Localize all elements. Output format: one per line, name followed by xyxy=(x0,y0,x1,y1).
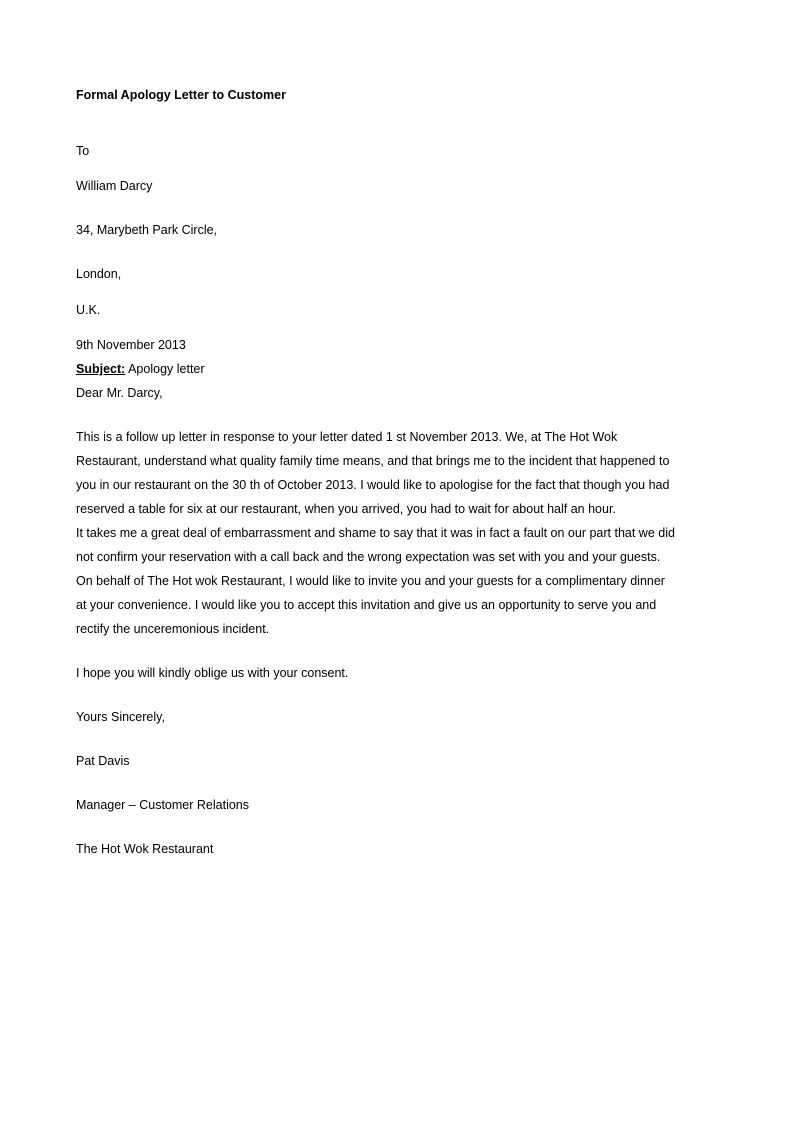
body-line: This is a follow up letter in response to your letter dated 1 st November 2013. We, at The Hot Wok xyxy=(76,430,618,444)
recipient-name: William Darcy xyxy=(76,179,153,193)
body-line: On behalf of The Hot wok Restaurant, I would like to invite you and your guests for a complimentary dinner xyxy=(76,574,665,588)
recipient-address: 34, Marybeth Park Circle, xyxy=(76,223,218,237)
body-line: reserved a table for six at our restaurant, when you arrived, you had to wait for about half an hour. xyxy=(76,502,616,516)
letter-date: 9th November 2013 xyxy=(76,338,186,352)
recipient-city: London, xyxy=(76,267,122,281)
signer-company: The Hot Wok Restaurant xyxy=(76,842,214,856)
recipient-country: U.K. xyxy=(76,303,101,317)
salutation: Dear Mr. Darcy, xyxy=(76,386,163,400)
signer-title: Manager – Customer Relations xyxy=(76,798,249,812)
to-label: To xyxy=(76,144,90,158)
sign-off: Yours Sincerely, xyxy=(76,710,165,724)
body-line: not confirm your reservation with a call back and the wrong expectation was set with you and your guests. xyxy=(76,550,661,564)
signer-name: Pat Davis xyxy=(76,754,130,768)
subject-line xyxy=(76,361,205,377)
body-line: you in our restaurant on the 30 th of October 2013. I would like to apologise for the fact that though you had xyxy=(76,478,670,492)
body-line: Restaurant, understand what quality family time means, and that brings me to the incident that happened to xyxy=(76,454,670,468)
closing-request: I hope you will kindly oblige us with your consent. xyxy=(76,666,349,680)
body-line: It takes me a great deal of embarrassment and shame to say that it was in fact a fault on our part that we did xyxy=(76,526,675,540)
subject-text: Apology letter xyxy=(125,362,205,376)
body-line: at your convenience. I would like you to accept this invitation and give us an opportunity to serve you and xyxy=(76,598,657,612)
body-line: rectify the unceremonious incident. xyxy=(76,622,270,636)
subject-label: Subject: xyxy=(76,362,126,376)
letter-title: Formal Apology Letter to Customer xyxy=(76,88,286,102)
